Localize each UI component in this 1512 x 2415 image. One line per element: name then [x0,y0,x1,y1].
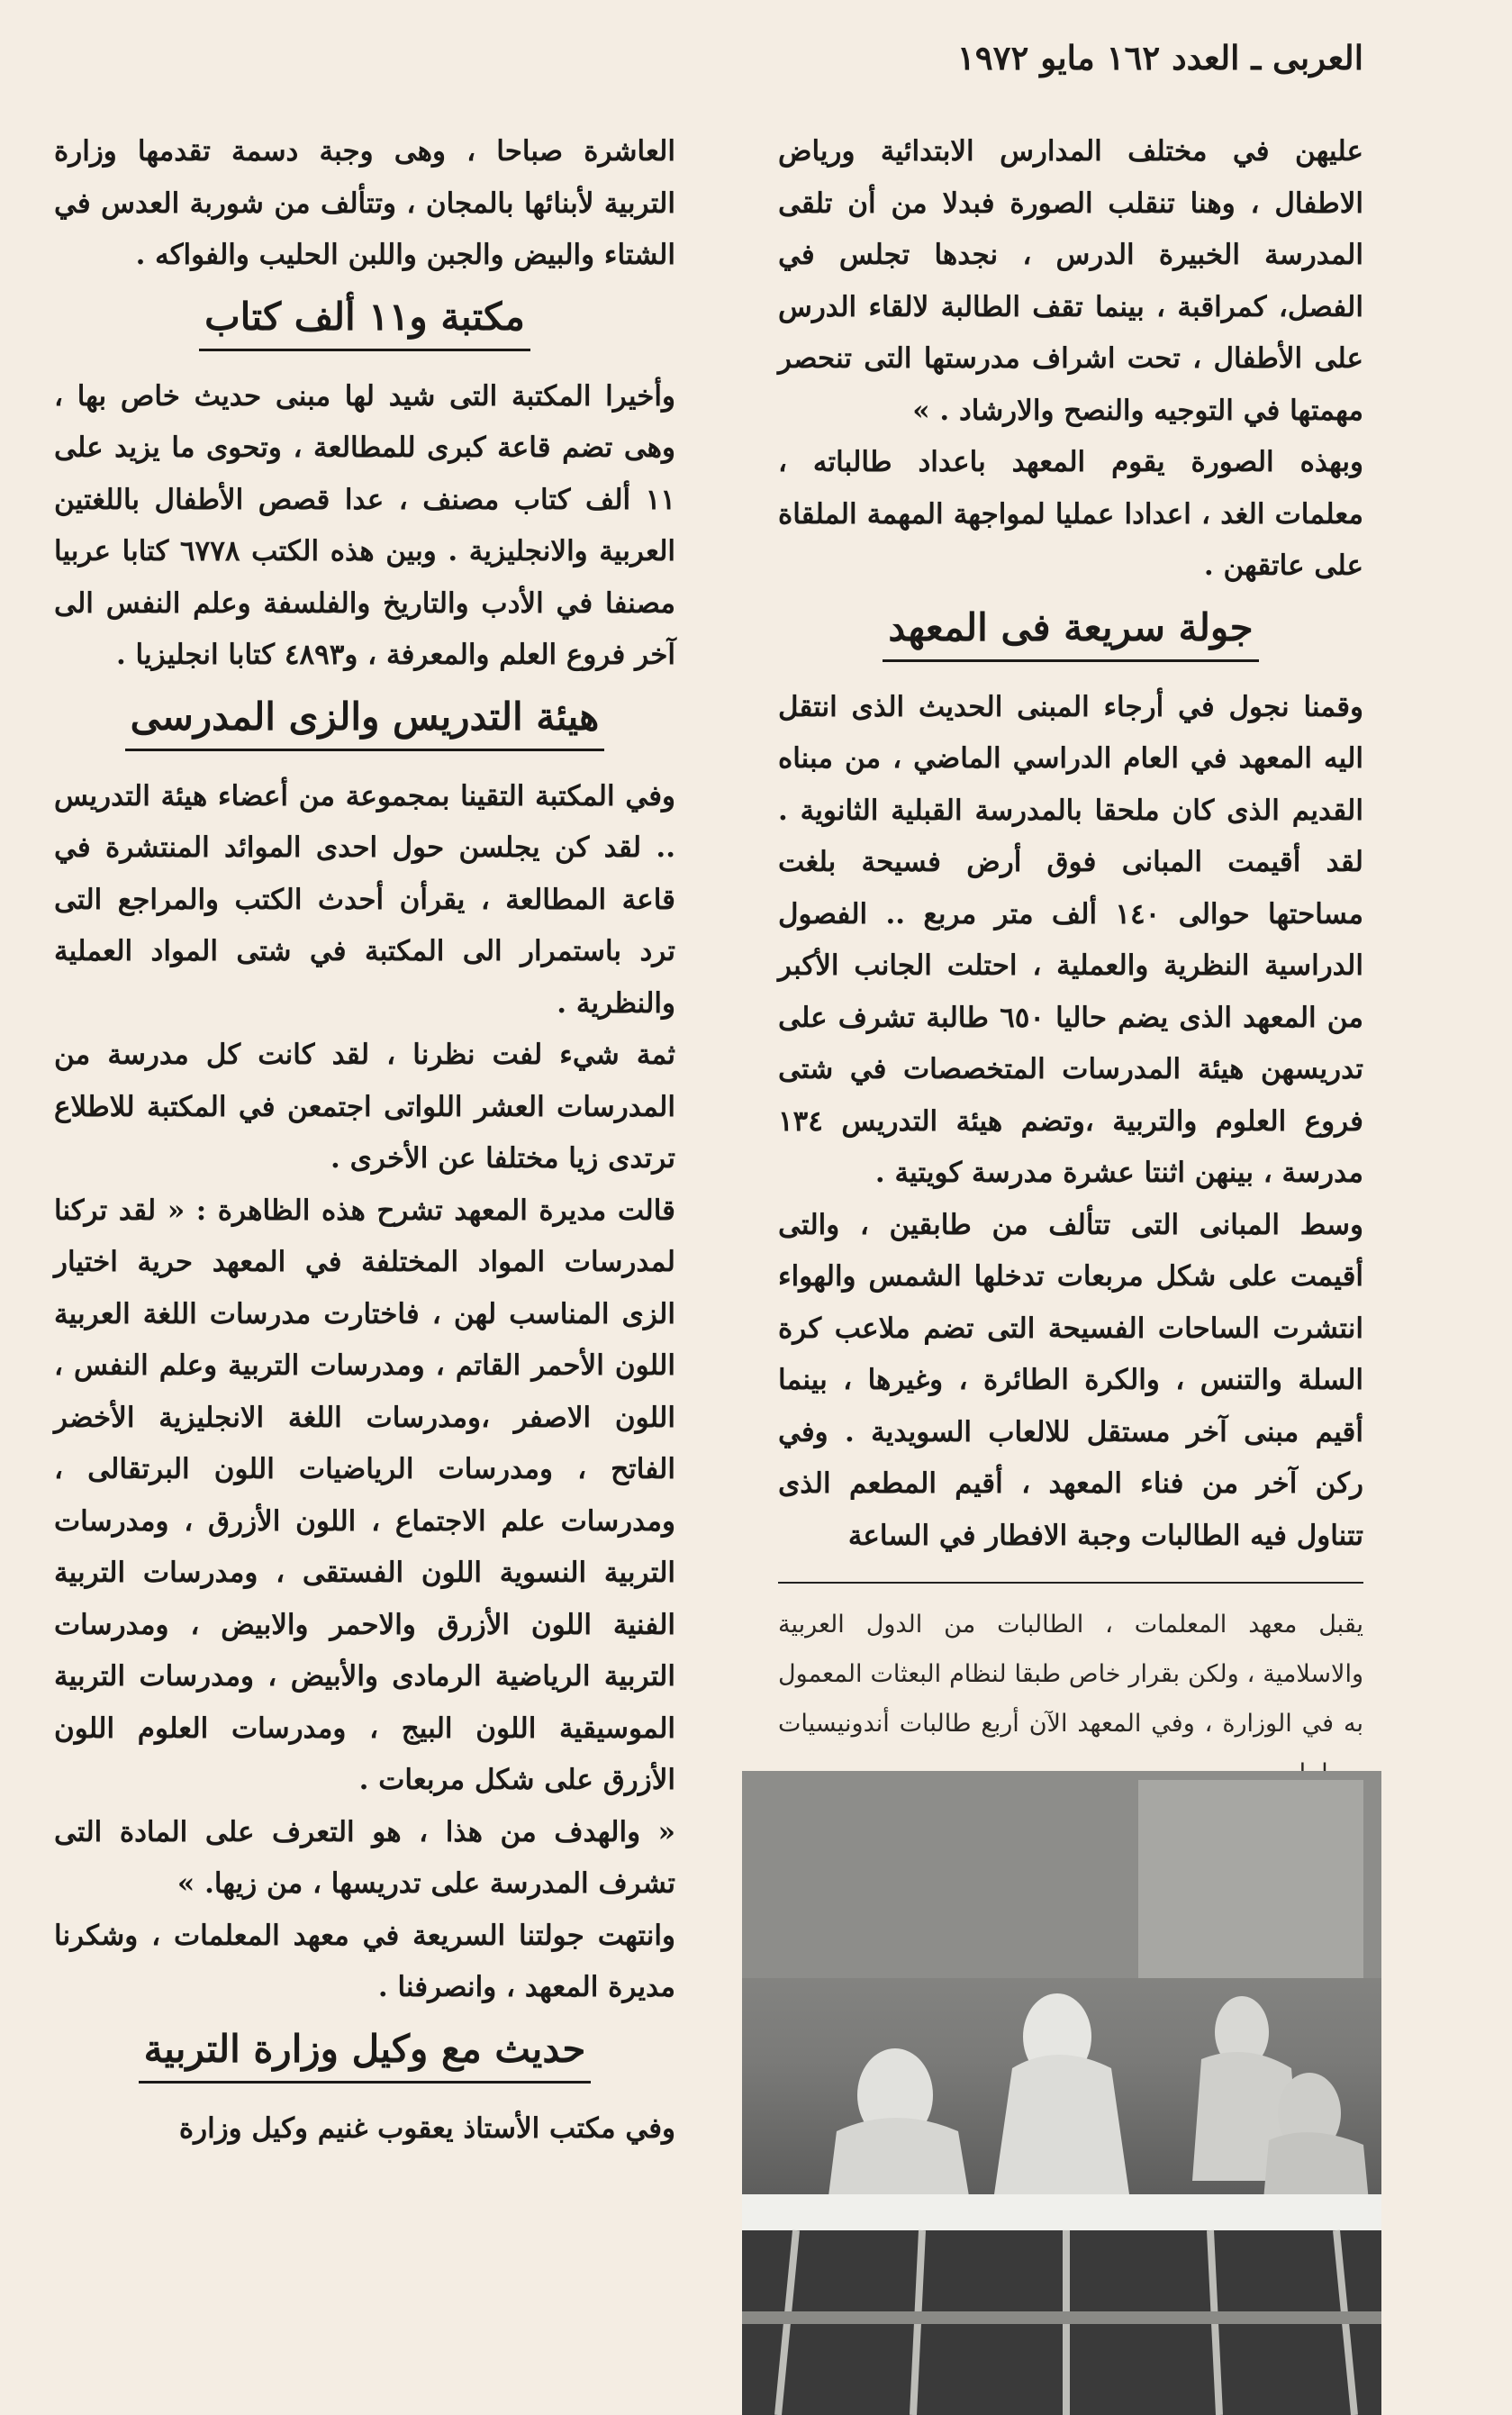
body-paragraph: وفي مكتب الأستاذ يعقوب غنيم وكيل وزارة [178,2111,675,2145]
section-heading [54,2021,675,2084]
section-heading-text: جولة سريعة فى المعهد [883,600,1258,662]
body-paragraph: العاشرة صباحا ، وهى وجبة دسمة تقدمها وزارة التربية لأبنائها بالمجان ، وتتألف من شوربة العدس في الشتاء والبيض والجبن واللبن الحليب والفواكه . [54,135,675,271]
body-paragraph: قالت مديرة المعهد تشرح هذه الظاهرة : « لقد تركنا لمدرسات المواد المختلفة في المعهد حرية اختيار الزى المناسب لهن ، فاختارت مدرسات اللغة العربية اللون الأحمر القاتم ، ومدرسات التربية وعلم النفس ، اللون الاصفر ،ومدرسات اللغة الانجليزية الأخضر الفاتح ، ومدرسات الرياضيات اللون البرتقالى ، ومدرسات علم الاجتماع ، اللون الأزرق ، ومدرسات التربية النسوية اللون الفستقى ، ومدرسات التربية الفنية اللون الأزرق والاحمر والابيض ، ومدرسات التربية الرياضية الرمادى والأبيض ، ومدرسات التربية الموسيقية اللون البيج ، ومدرسات العلوم اللون الأزرق على شكل مربعات . [54,1194,675,1796]
body-paragraph: وانتهت جولتنا السريعة في معهد المعلمات ، وشكرنا مديرة المعهد ، وانصرفنا . [54,1919,675,2003]
running-head: العربى ـ العدد ١٦٢ مايو ١٩٧٢ [956,38,1363,77]
left-column [54,126,675,2155]
section-heading-text: هيئة التدريس والزى المدرسى [125,689,605,751]
section-heading-text: مكتبة و١١ ألف كتاب [199,289,530,351]
body-paragraph: « والهدف من هذا ، هو التعرف على المادة التى تشرف المدرسة على تدريسها ، من زيها. » [54,1815,675,1900]
section-heading [54,689,675,751]
body-paragraph: وقمنا نجول في أرجاء المبنى الحديث الذى انتقل اليه المعهد في العام الدراسي الماضي ، من مبناه القديم الذى كان ملحقا بالمدرسة القبلية الثانوية . لقد أقيمت المبانى فوق أرض فسيحة بلغت مساحتها حوالى ١٤٠ ألف متر مربع .. الفصول الدراسية النظرية والعملية ، احتلت الجانب الأكبر من المعهد الذى يضم حاليا ٦٥٠ طالبة تشرف على تدريسهن هيئة المدرسات المتخصصات في شتى فروع العلوم والتربية ،وتضم هيئة التدريس ١٣٤ مدرسة ، بينهن اثنتا عشرة مدرسة كويتية . [778,690,1363,1189]
classroom-photo [742,1771,1381,2415]
body-paragraph: وبهذه الصورة يقوم المعهد باعداد طالباته ، معلمات الغد ، اعدادا عمليا لمواجهة المهمة الملقاة على عاتقهن . [778,446,1363,582]
body-paragraph: عليهن في مختلف المدارس الابتدائية ورياض الاطفال ، وهنا تنقلب الصورة فبدلا من أن تلقى المدرسة الخبيرة الدرس ، نجدها تجلس في الفصل، كمراقبة ، بينما تقف الطالبة لالقاء الدرس على الأطفال ، تحت اشراف مدرستها التى تنحصر مهمتها في التوجيه والنصح والارشاد . » [778,135,1363,427]
body-paragraph: ثمة شيء لفت نظرنا ، لقد كانت كل مدرسة من المدرسات العشر اللواتى اجتمعن في المكتبة للاطلاع ترتدى زيا مختلفا عن الأخرى . [54,1039,675,1175]
section-heading [778,600,1363,662]
photo-caption: يقبل معهد المعلمات ، الطالبات من الدول العربية والاسلامية ، ولكن بقرار خاص طبقا لنظام البعثات المعمول به في الوزارة ، وفي المعهد الآن أربع طالبات أندونيسيات [778,1611,1363,1738]
right-column [778,126,1363,1798]
section-heading-text: حديث مع وكيل وزارة التربية [139,2021,592,2084]
body-paragraph: وفي المكتبة التقينا بمجموعة من أعضاء هيئة التدريس .. لقد كن يجلسن حول احدى الموائد المنتشرة في قاعة المطالعة ، يقرأن أحدث الكتب والمراجع التى ترد باستمرار الى المكتبة في شتى المواد العملية والنظرية . [54,779,675,1020]
caption-divider [778,1582,1363,1584]
body-paragraph: وسط المبانى التى تتألف من طابقين ، والتى أقيمت على شكل مربعات تدخلها الشمس والهواء انتشرت الساحات الفسيحة التى تضم ملاعب كرة السلة والتنس ، والكرة الطائرة ، وغيرها ، بينما أقيم مبنى آخر مستقل للالعاب السويدية . وفي ركن آخر من فناء المعهد ، أقيم المطعم الذى تتناول فيه الطالبات وجبة الافطار في الساعة [778,1208,1363,1552]
body-paragraph: وأخيرا المكتبة التى شيد لها مبنى حديث خاص بها ، وهى تضم قاعة كبرى للمطالعة ، وتحوى ما يزيد على ١١ ألف كتاب مصنف ، عدا قصص الأطفال باللغتين العربية والانجليزية . وبين هذه الكتب ٦٧٧٨ كتابا عربيا مصنفا في الأدب والتاريخ والفلسفة وعلم النفس الى آخر فروع العلم والمعرفة ، و٤٨٩٣ كتابا انجليزيا . [54,379,675,671]
section-heading [54,289,675,351]
classroom-photo-image [742,1771,1381,2415]
